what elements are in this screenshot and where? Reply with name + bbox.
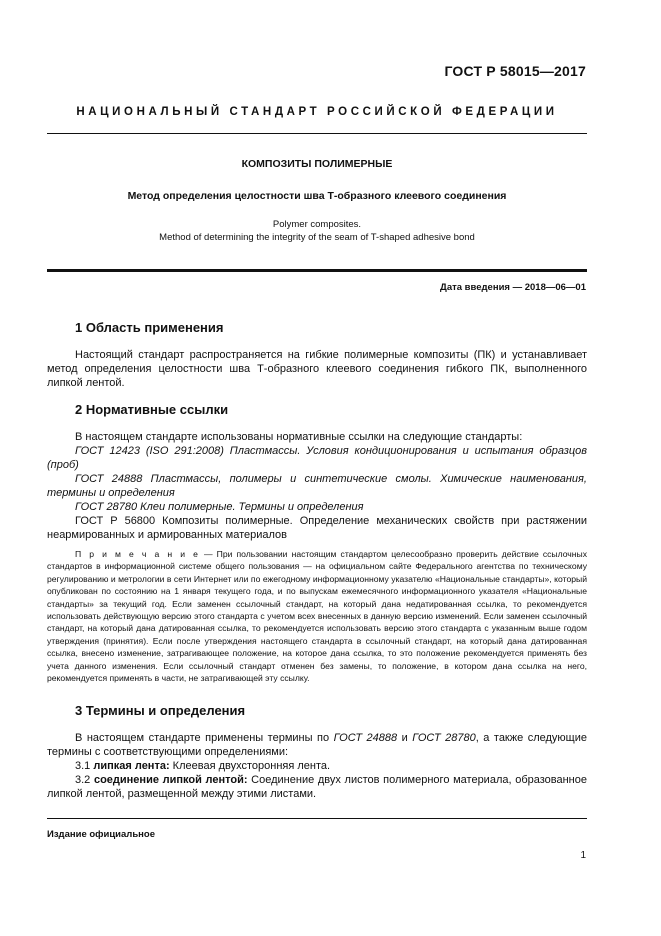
reference-gost-12423: ГОСТ 12423 (ISO 291:2008) Пластмассы. Условия кондиционирования и испытания образцов (проб) [47,445,587,471]
header-divider [47,133,587,134]
section-3-intro [47,731,587,759]
term-number: 3.1 [75,760,94,772]
official-edition-label: Издание официальное [47,829,155,840]
section-1-text: Настоящий стандарт распространяется на гибкие полимерные композиты (ПК) и устанавливает метод определения целостности шва Т-образного клеевого соединения гибкого ПК, выполненного липкой лентой. [47,349,587,389]
section-2-note [47,548,587,684]
english-title [47,218,587,244]
document-code: ГОСТ Р 58015—2017 [444,63,586,79]
term-name: липкая лента: [93,760,170,772]
english-title-line-1: Polymer composites. [272,219,362,230]
document-title: КОМПОЗИТЫ ПОЛИМЕРНЫЕ [241,158,393,170]
note-label: П р и м е ч а н и е [75,549,200,559]
term-3-1 [47,759,587,773]
section-2-heading: 2 Нормативные ссылки [75,402,229,417]
footer-divider [47,818,587,819]
term-number: 3.2 [75,774,94,786]
term-name: соединение липкой лентой: [93,774,248,786]
term-definition: Соединение двух листов полимерного материала, образованное липкой лентой, размещенной между этими листами. [47,774,587,800]
title-divider [47,269,587,272]
page-number: 1 [580,850,586,861]
term-definition: Клеевая двухсторонняя лента. [169,760,331,772]
section-3-heading: 3 Термины и определения [75,703,246,718]
note-text: — При пользовании настоящим стандартом целесообразно проверить действие ссылочных стандартов в информационной системе общего пользования — на официальном сайте Федерального агентства по техническому регулированию и метрологии в сети Интернет или по ежегодному информационному указателю «Национальные стандарты», который опубликован по состоянию на 1 января текущего года, и по выпускам ежемесячного информационного указателя «Национальные стандарты» за текущий год. Если заменен ссылочный стандарт, на который дана недатированная ссылка, то рекомендуется использовать действующую версию этого стандарта с учетом всех внесенных в данную версию изменений. Если заменен ссылочный стандарт, на который дана датированная ссылка, то рекомендуется использовать версию этого стандарта с указанным выше годом утверждения (принятия). Если после утверждения настоящего стандарта в ссылочный стандарт, на который дана датированная ссылка, внесено изменение, затрагивающее положение, на которое дана ссылка, то это положение рекомендуется применять без учета данного изменения. Если ссылочный стандарт отменен без замены, то положение, в котором дана ссылка на него, рекомендуется применять в части, не затрагивающей эту ссылку. [47,549,588,684]
national-standard-heading: НАЦИОНАЛЬНЫЙ СТАНДАРТ РОССИЙСКОЙ ФЕДЕРАЦИИ [76,106,558,118]
term-3-2 [47,773,587,801]
section-3-intro-part: , а также следующие термины с соответствующими определениями: [47,732,587,758]
section-3 [47,704,587,801]
document-subtitle: Метод определения целостности шва Т-образного клеевого соединения [127,190,507,202]
introduction-date: Дата введения — 2018—06—01 [440,282,586,293]
section-3-intro-part: и [397,732,413,744]
section-1-heading: 1 Область применения [75,320,224,335]
reference-gost-24888: ГОСТ 24888 Пластмассы, полимеры и синтетические смолы. Химические наименования, термины и определения [47,473,587,499]
section-3-ref-gost-24888: ГОСТ 24888 [333,732,398,744]
section-1 [47,321,587,390]
section-3-intro-part: В настоящем стандарте применены термины по [75,732,334,744]
section-3-ref-gost-28780: ГОСТ 28780 [412,732,476,744]
reference-gost-r-56800: ГОСТ Р 56800 Композиты полимерные. Определение механических свойств при растяжении неармированных и армированных материалов [47,515,587,541]
section-2 [47,403,587,684]
reference-gost-28780: ГОСТ 28780 Клеи полимерные. Термины и определения [75,501,364,513]
english-title-line-2: Method of determining the integrity of the seam of T-shaped adhesive bond [159,232,475,243]
section-2-intro: В настоящем стандарте использованы нормативные ссылки на следующие стандарты: [75,431,523,443]
